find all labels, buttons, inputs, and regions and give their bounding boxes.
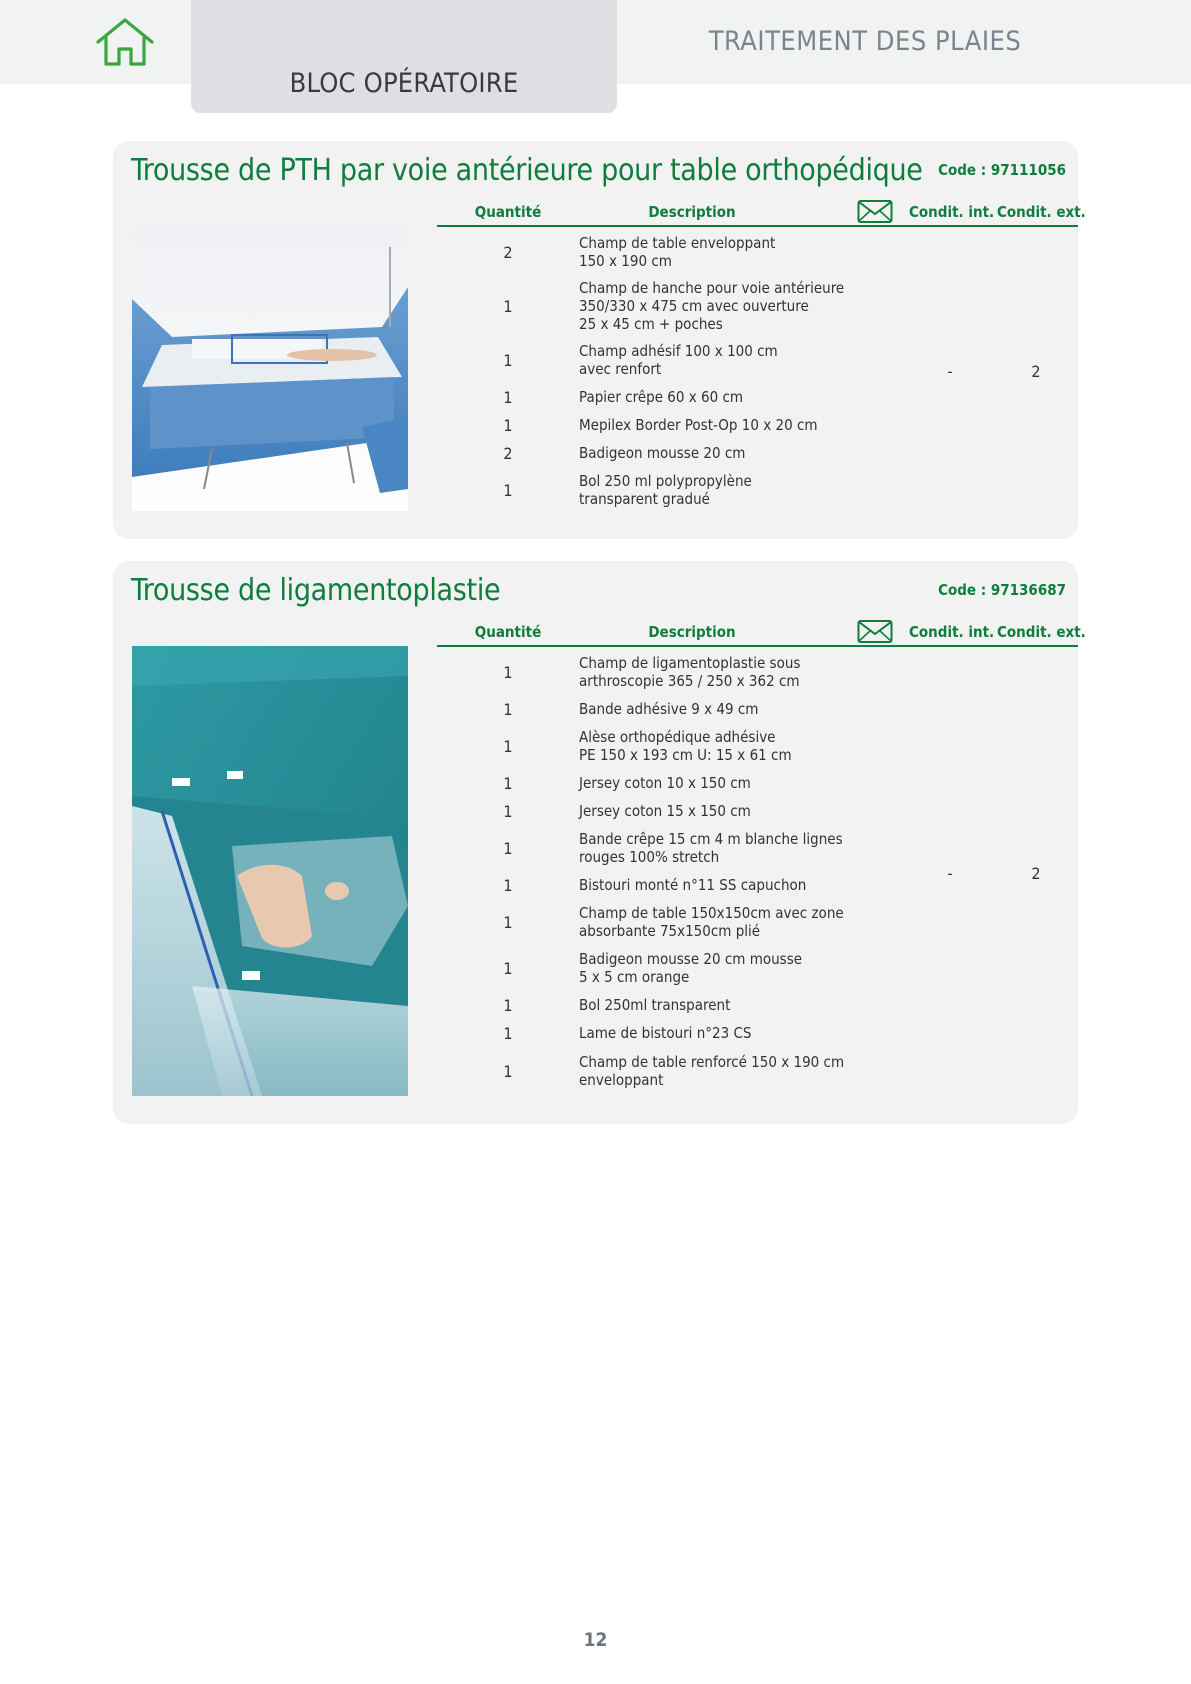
- table-header: [437, 619, 1086, 647]
- item-description: Badigeon mousse 20 cm: [579, 444, 746, 462]
- cond-int-value: -: [947, 362, 953, 381]
- table-row: [437, 695, 1078, 723]
- product-code: Code : 97136687: [938, 581, 1066, 599]
- table-row: [437, 229, 1078, 275]
- header-cond-int: Condit. int.: [909, 623, 995, 641]
- item-description: Champ de ligamentoplastie sous arthroscopie 365 / 250 x 362 cm: [579, 654, 801, 690]
- item-quantity: 1: [503, 838, 513, 858]
- table-row: [437, 467, 1078, 513]
- table-row: [437, 411, 1078, 439]
- header-description: Description: [648, 623, 736, 641]
- item-description: Bande adhésive 9 x 49 cm: [579, 700, 759, 718]
- item-quantity: 1: [503, 480, 513, 500]
- item-quantity: 1: [503, 699, 513, 719]
- table-row: [437, 439, 1078, 467]
- header-cond-int: Condit. int.: [909, 203, 995, 221]
- item-description: Champ de hanche pour voie antérieure 350/330 x 475 cm avec ouverture 25 x 45 cm + poches: [579, 279, 845, 333]
- table-row: [437, 769, 1078, 797]
- item-quantity: 1: [503, 415, 513, 435]
- item-quantity: 1: [503, 736, 513, 756]
- item-quantity: 1: [503, 958, 513, 978]
- item-description: Bol 250 ml polypropylène transparent gradué: [579, 472, 752, 508]
- table-row: [437, 945, 1078, 991]
- section-tab[interactable]: [191, 0, 617, 113]
- product-code: Code : 97111056: [938, 161, 1066, 179]
- envelope-icon: [857, 199, 893, 224]
- item-description: Champ adhésif 100 x 100 cm avec renfort: [579, 342, 778, 378]
- item-description: Jersey coton 10 x 150 cm: [579, 774, 751, 792]
- category-title: TRAITEMENT DES PLAIES: [708, 26, 1022, 57]
- table-row: [437, 991, 1078, 1019]
- item-quantity: 1: [503, 995, 513, 1015]
- product-photo: [132, 227, 408, 511]
- item-description: Champ de table 150x150cm avec zone absorbante 75x150cm plié: [579, 904, 844, 940]
- item-quantity: 1: [503, 912, 513, 932]
- item-quantity: 1: [503, 662, 513, 682]
- item-description: Bistouri monté n°11 SS capuchon: [579, 876, 807, 894]
- item-quantity: 1: [503, 875, 513, 895]
- item-description: Champ de table enveloppant 150 x 190 cm: [579, 234, 776, 270]
- header-cond-ext: Condit. ext.: [997, 203, 1086, 221]
- product-panel-ligamentoplastie: [113, 561, 1086, 1124]
- home-icon[interactable]: [95, 16, 155, 68]
- item-description: Papier crêpe 60 x 60 cm: [579, 388, 744, 406]
- cond-int-value: -: [947, 864, 953, 883]
- table-row: [437, 723, 1078, 769]
- section-tab-label: BLOC OPÉRATOIRE: [289, 68, 519, 99]
- table-row: [437, 1047, 1078, 1095]
- item-description: Jersey coton 15 x 150 cm: [579, 802, 751, 820]
- item-quantity: 1: [503, 350, 513, 370]
- table-row: [437, 797, 1078, 825]
- table-header: [437, 199, 1086, 227]
- cond-ext-value: 2: [1031, 864, 1041, 883]
- item-description: Lame de bistouri n°23 CS: [579, 1024, 752, 1042]
- table-row: [437, 275, 1078, 337]
- product-title: Trousse de ligamentoplastie: [131, 573, 501, 608]
- item-description: Alèse orthopédique adhésive PE 150 x 193 cm U: 15 x 61 cm: [579, 728, 792, 764]
- item-description: Bande crêpe 15 cm 4 m blanche lignes rouges 100% stretch: [579, 830, 843, 866]
- table-row: [437, 899, 1078, 945]
- product-photo: [132, 646, 408, 1096]
- header-quantity: Quantité: [474, 203, 542, 221]
- product-panel-pth: [113, 141, 1086, 539]
- item-description: Bol 250ml transparent: [579, 996, 731, 1014]
- table-row: [437, 649, 1078, 695]
- page-number: 12: [583, 1629, 608, 1651]
- item-quantity: 2: [503, 242, 513, 262]
- item-quantity: 1: [503, 801, 513, 821]
- item-quantity: 2: [503, 443, 513, 463]
- table-row: [437, 1019, 1078, 1047]
- item-description: Badigeon mousse 20 cm mousse 5 x 5 cm orange: [579, 950, 803, 986]
- header-cond-ext: Condit. ext.: [997, 623, 1086, 641]
- item-quantity: 1: [503, 1061, 513, 1081]
- envelope-icon: [857, 619, 893, 644]
- item-quantity: 1: [503, 773, 513, 793]
- item-quantity: 1: [503, 1023, 513, 1043]
- item-description: Champ de table renforcé 150 x 190 cm enveloppant: [579, 1053, 845, 1089]
- item-quantity: 1: [503, 296, 513, 316]
- product-title: Trousse de PTH par voie antérieure pour table orthopédique: [131, 153, 923, 188]
- cond-ext-value: 2: [1031, 362, 1041, 381]
- item-description: Mepilex Border Post-Op 10 x 20 cm: [579, 416, 818, 434]
- table-row: [437, 383, 1078, 411]
- header-description: Description: [648, 203, 736, 221]
- header-quantity: Quantité: [474, 623, 542, 641]
- item-quantity: 1: [503, 387, 513, 407]
